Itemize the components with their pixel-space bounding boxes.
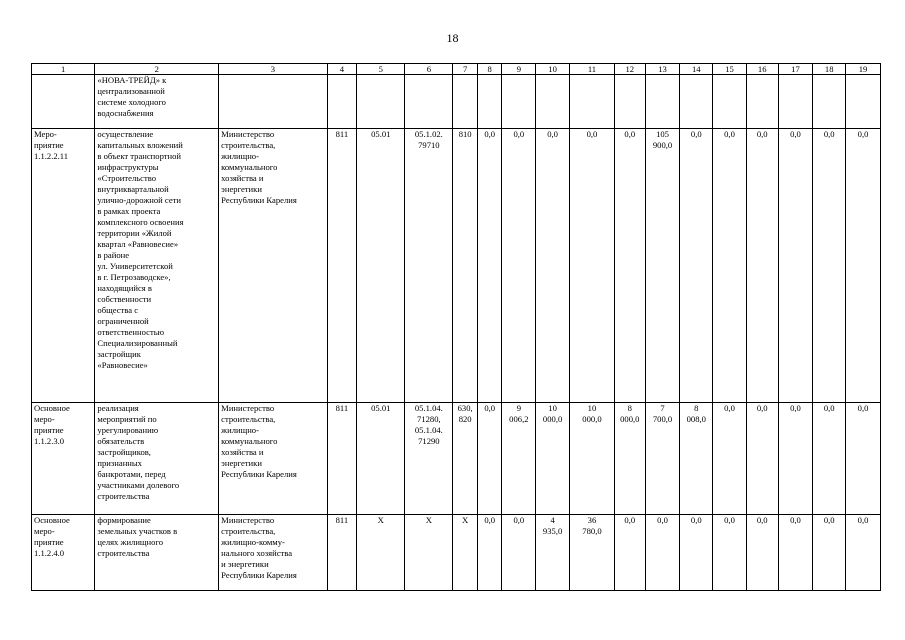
column-header: 14 xyxy=(680,64,713,75)
section-code-cell: 05.01 xyxy=(357,129,405,403)
amount-cell: 0,0 xyxy=(846,515,881,591)
amount-cell: 0,0 xyxy=(569,129,614,403)
executor-cell: Министерство строительства, жилищно- коммунального хозяйства и энергетики Республики Карелия xyxy=(219,129,327,403)
amount-cell: 10 000,0 xyxy=(569,403,614,515)
measure-name-cell: реализация мероприятий по урегулированию обязательств застройщиков, признанных банкротами, перед участниками долевого строительства xyxy=(95,403,219,515)
amount-cell: 0,0 xyxy=(778,515,813,591)
column-header: 13 xyxy=(645,64,680,75)
amount-cell xyxy=(645,75,680,129)
amount-cell: 36 780,0 xyxy=(569,515,614,591)
table-row-1-1-2-2-11 xyxy=(32,129,881,403)
column-header: 5 xyxy=(357,64,405,75)
amount-cell xyxy=(846,75,881,129)
amount-cell: 0,0 xyxy=(477,403,502,515)
amount-cell: 7 700,0 xyxy=(645,403,680,515)
column-header: 16 xyxy=(746,64,778,75)
amount-cell xyxy=(813,75,846,129)
expense-type-cell: X xyxy=(453,515,478,591)
amount-cell: 0,0 xyxy=(713,129,747,403)
expense-type-cell xyxy=(453,75,478,129)
amount-cell: 8 008,0 xyxy=(680,403,713,515)
expense-type-cell: 810 xyxy=(453,129,478,403)
target-item-cell: X xyxy=(405,515,453,591)
table-row-1-1-2-3-0 xyxy=(32,403,881,515)
amount-cell: 0,0 xyxy=(746,403,778,515)
ministry-code-cell xyxy=(327,75,357,129)
page-number: 18 xyxy=(446,31,459,45)
measure-name-cell: осуществление капитальных вложений в объект транспортной инфраструктуры «Строительство внутриквартальной улично-дорожной сети в рамках проекта комплексного освоения территории «Жилой квартал «Равновесие» в районе ул. Университетской в г. Петрозаводске», находящийся в собственности общества с ограниченной ответственностью Специализированный застройщик «Равновесие» xyxy=(95,129,219,403)
measure-code-cell: Основное меро- приятие 1.1.2.4.0 xyxy=(32,515,95,591)
column-header: 12 xyxy=(614,64,645,75)
amount-cell: 0,0 xyxy=(846,403,881,515)
ministry-code-cell: 811 xyxy=(327,403,357,515)
measure-code-cell xyxy=(32,75,95,129)
column-header: 8 xyxy=(477,64,502,75)
amount-cell: 0,0 xyxy=(645,515,680,591)
amount-cell xyxy=(536,75,570,129)
amount-cell: 105 900,0 xyxy=(645,129,680,403)
section-code-cell: 05.01 xyxy=(357,403,405,515)
amount-cell: 0,0 xyxy=(846,129,881,403)
amount-cell: 0,0 xyxy=(813,403,846,515)
amount-cell: 10 000,0 xyxy=(536,403,570,515)
ministry-code-cell: 811 xyxy=(327,515,357,591)
amount-cell xyxy=(502,75,536,129)
amount-cell: 0,0 xyxy=(746,129,778,403)
amount-cell: 0,0 xyxy=(713,403,747,515)
column-header: 18 xyxy=(813,64,846,75)
amount-cell: 0,0 xyxy=(813,515,846,591)
amount-cell: 0,0 xyxy=(477,129,502,403)
column-header: 1 xyxy=(32,64,95,75)
amount-cell xyxy=(680,75,713,129)
amount-cell: 0,0 xyxy=(502,515,536,591)
measure-code-cell: Основное меро- приятие 1.1.2.3.0 xyxy=(32,403,95,515)
amount-cell: 0,0 xyxy=(536,129,570,403)
executor-cell xyxy=(219,75,327,129)
amount-cell: 0,0 xyxy=(746,515,778,591)
amount-cell xyxy=(614,75,645,129)
column-header: 9 xyxy=(502,64,536,75)
amount-cell xyxy=(713,75,747,129)
amount-cell xyxy=(569,75,614,129)
column-header: 10 xyxy=(536,64,570,75)
column-header: 7 xyxy=(453,64,478,75)
column-number-row xyxy=(32,64,881,75)
amount-cell: 0,0 xyxy=(477,515,502,591)
column-header: 6 xyxy=(405,64,453,75)
section-code-cell xyxy=(357,75,405,129)
budget-table xyxy=(31,63,881,591)
amount-cell: 0,0 xyxy=(614,515,645,591)
column-header: 11 xyxy=(569,64,614,75)
amount-cell: 8 000,0 xyxy=(614,403,645,515)
measure-code-cell: Меро- приятие 1.1.2.2.11 xyxy=(32,129,95,403)
expense-type-cell: 630, 820 xyxy=(453,403,478,515)
amount-cell: 0,0 xyxy=(614,129,645,403)
measure-name-cell: «НОВА-ТРЕЙД» к централизованной системе холодного водоснабжения xyxy=(95,75,219,129)
table-row-1-1-2-4-0 xyxy=(32,515,881,591)
amount-cell: 0,0 xyxy=(778,403,813,515)
amount-cell xyxy=(778,75,813,129)
target-item-cell: 05.1.02. 79710 xyxy=(405,129,453,403)
target-item-cell xyxy=(405,75,453,129)
target-item-cell: 05.1.04. 71280, 05.1.04. 71290 xyxy=(405,403,453,515)
section-code-cell: X xyxy=(357,515,405,591)
column-header: 3 xyxy=(219,64,327,75)
executor-cell: Министерство строительства, жилищно-комму- нального хозяйства и энергетики Республики Карелия xyxy=(219,515,327,591)
amount-cell xyxy=(477,75,502,129)
column-header: 15 xyxy=(713,64,747,75)
amount-cell: 0,0 xyxy=(680,129,713,403)
amount-cell: 4 935,0 xyxy=(536,515,570,591)
column-header: 19 xyxy=(846,64,881,75)
amount-cell: 0,0 xyxy=(713,515,747,591)
column-header: 17 xyxy=(778,64,813,75)
amount-cell: 0,0 xyxy=(778,129,813,403)
executor-cell: Министерство строительства, жилищно- коммунального хозяйства и энергетики Республики Карелия xyxy=(219,403,327,515)
amount-cell: 0,0 xyxy=(813,129,846,403)
amount-cell: 0,0 xyxy=(502,129,536,403)
amount-cell: 0,0 xyxy=(680,515,713,591)
column-header: 2 xyxy=(95,64,219,75)
table-row-continuation xyxy=(32,75,881,129)
column-header: 4 xyxy=(327,64,357,75)
measure-name-cell: формирование земельных участков в целях жилищного строительства xyxy=(95,515,219,591)
amount-cell xyxy=(746,75,778,129)
amount-cell: 9 006,2 xyxy=(502,403,536,515)
ministry-code-cell: 811 xyxy=(327,129,357,403)
